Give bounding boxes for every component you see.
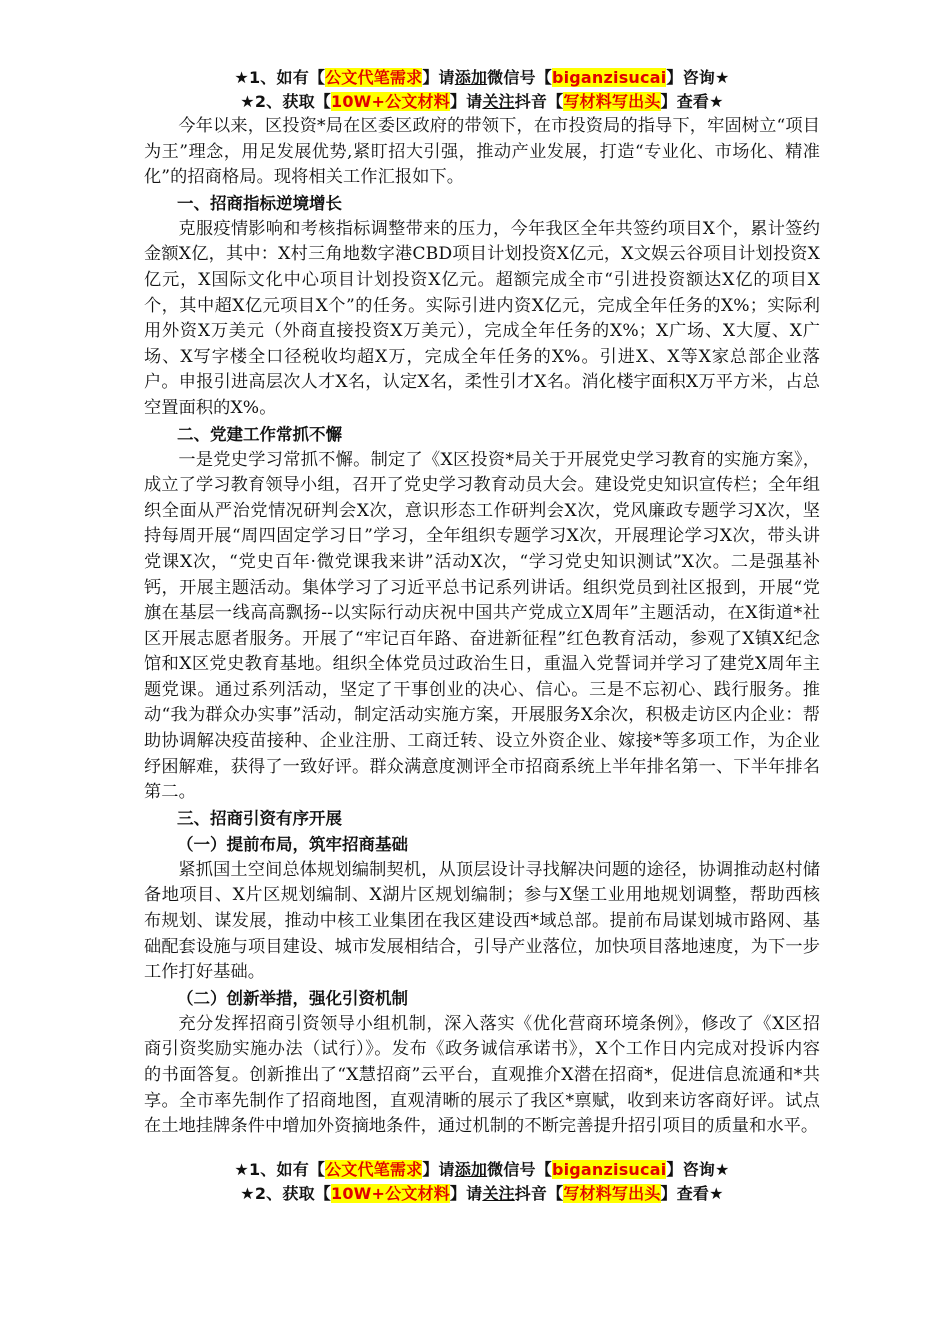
promo-underlined-text: 关注: [482, 1183, 515, 1203]
promo-text: 微信号【: [487, 68, 552, 87]
subsection-heading-3-1: （一）提前布局，筑牢招商基础: [177, 834, 408, 854]
promo-text: 】请: [422, 68, 455, 87]
promo-highlight: 10W+公文材料: [330, 92, 450, 111]
section-heading-3: 三、招商引资有序开展: [177, 808, 342, 828]
section-heading-1: 一、招商指标逆境增长: [177, 193, 342, 213]
promo-line-bottom-2: [144, 1182, 820, 1206]
promo-highlight: 写材料写出头: [563, 92, 661, 111]
promo-text: ★2、获取【: [240, 1183, 331, 1203]
promo-underlined-text: 添加: [454, 1159, 488, 1179]
promo-highlight: 写材料写出头: [563, 1183, 661, 1203]
section-1-paragraph: 克服疫情影响和考核指标调整带来的压力，今年我区全年共签约项目X个，累计签约金额X亿，其中：X村三角地数字港CBD项目计划投资X亿元，X文娱云谷项目计划投资X亿元，X国际文化中心项目计划投资X亿元。超额完成全市“引进投资额达X亿的项目X个，其中超X亿元项目X个”的任务。实际引进内资X亿元，完成全年任务的X%；实际利用外资X万美元（外商直接投资X万美元），完成全年任务的X%；X广场、X大厦、X广场、X写字楼全口径税收均超X万，完成全年任务的X%。引进X、X等X家总部企业落户。申报引进高层次人才X名，认定X名，柔性引才X名。消化楼宇面积X万平方米，占总空置面积的X%。: [144, 218, 820, 418]
section-heading-2: 二、党建工作常抓不懈: [177, 424, 342, 444]
section-2-paragraph: 一是党史学习常抓不懈。制定了《X区投资*局关于开展党史学习教育的实施方案》，成立了学习教育领导小组，召开了党史学习教育动员大会。建设党史知识宣传栏；全年组织全面从严治党情况研判会X次，意识形态工作研判会X次，党风廉政专题学习X次，坚持每周开展“周四固定学习日”学习，全年组织专题学习X次，开展理论学习X次，带头讲党课X次，“党史百年·微党课我来讲”活动X次，“学习党史知识测试”X次。二是强基补钙，开展主题活动。集体学习了习近平总书记系列讲话。组织党员到社区报到，开展“党旗在基层一线高高飘扬--以实际行动庆祝中国共产党成立X周年”主题活动，在X街道*社区开展志愿者服务。开展了“牢记百年路、奋进新征程”红色教育活动，参观了X镇X纪念馆和X区党史教育基地。组织全体党员过政治生日，重温入党誓词并学习了建党X周年主题党课。通过系列活动，坚定了干事创业的决心、信心。三是不忘初心、践行服务。推动“我为群众办实事”活动，制定活动实施方案，开展服务X余次，积极走访区内企业：帮助协调解决疫苗接种、企业注册、工商迁转、设立外资企业、嫁接*等多项工作，为企业纾困解难，获得了一致好评。群众满意度测评全市招商系统上半年排名第一、下半年排名第二。: [144, 449, 820, 803]
promo-text: 】请: [449, 92, 483, 111]
promo-highlight: 公文代笔需求: [325, 68, 423, 87]
promo-line-top-2: [144, 90, 820, 114]
promo-underlined-text: 关注: [482, 92, 515, 111]
promo-highlight: 10W+公文材料: [330, 1183, 450, 1203]
promo-text: 】查看★: [660, 92, 724, 111]
promo-text: ★1、如有【: [234, 68, 326, 87]
promo-text: 微信号【: [487, 1159, 552, 1179]
promo-text: ★1、如有【: [234, 1159, 326, 1179]
document-page: [144, 66, 820, 1206]
promo-text: 】查看★: [660, 1183, 724, 1203]
promo-text: 】请: [422, 1159, 455, 1179]
promo-highlight: 公文代笔需求: [325, 1159, 423, 1179]
promo-text: 抖音【: [514, 1183, 564, 1203]
promo-text: ★2、获取【: [240, 92, 331, 111]
subsection-heading-3-2: （二）创新举措，强化引资机制: [177, 988, 408, 1008]
spacer: [144, 1140, 820, 1158]
intro-paragraph: 今年以来，区投资*局在区委区政府的带领下，在市投资局的指导下，牢固树立“项目为王”理念，用足发展优势,紧盯招大引强，推动产业发展，打造“专业化、市场化、精准化”的招商格局。现将相关工作汇报如下。: [144, 116, 820, 188]
promo-highlight: biganzisucai: [551, 1159, 667, 1179]
promo-text: 】请: [449, 1183, 483, 1203]
promo-underlined-text: 添加: [454, 68, 488, 87]
promo-line-bottom-1: [144, 1158, 820, 1182]
promo-text: 】咨询★: [666, 68, 730, 87]
subsection-3-2-paragraph: 充分发挥招商引资领导小组机制，深入落实《优化营商环境条例》，修改了《X区招商引资奖励实施办法（试行）》。发布《政务诚信承诺书》，X个工作日内完成对投诉内容的书面答复。创新推出了“X慧招商”云平台，直观推介X潜在招商*，促进信息流通和*共享。全市率先制作了招商地图，直观清晰的展示了我区*禀赋，收到来访客商好评。试点在土地挂牌条件中增加外资摘地条件，通过机制的不断完善提升招引项目的质量和水平。: [144, 1013, 820, 1137]
subsection-3-1-paragraph: 紧抓国土空间总体规划编制契机，从顶层设计寻找解决问题的途径，协调推动赵村储备地项目、X片区规划编制、X湖片区规划编制；参与X堡工业用地规划调整，帮助西核布规划、谋发展，推动中核工业集团在我区建设西*域总部。提前布局谋划城市路网、基础配套设施与项目建设、城市发展相结合，引导产业落位，加快项目落地速度，为下一步工作打好基础。: [144, 859, 820, 983]
promo-text: 抖音【: [514, 92, 564, 111]
promo-line-top-1: [144, 66, 820, 90]
promo-text: 】咨询★: [666, 1159, 730, 1179]
promo-highlight: biganzisucai: [551, 68, 667, 87]
